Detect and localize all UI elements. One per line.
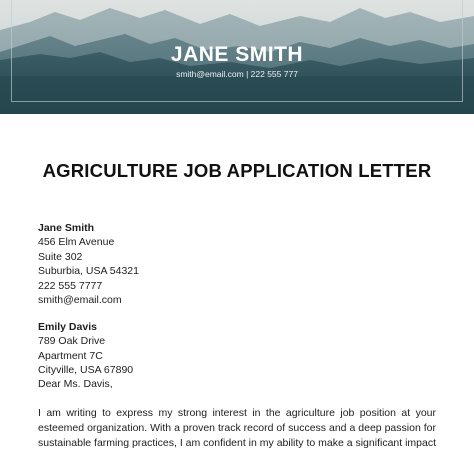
body-line: sustainable farming practices, I am confident in my ability to make a significant impact	[38, 437, 437, 449]
recipient-address-block	[38, 320, 133, 378]
sender-city: Suburbia, USA 54321	[38, 265, 139, 278]
recipient-name: Emily Davis	[38, 321, 97, 333]
header-banner	[0, 0, 474, 114]
sender-name: Jane Smith	[38, 222, 95, 234]
sender-suite: Suite 302	[38, 250, 83, 263]
salutation: Dear Ms. Davis,	[38, 378, 113, 390]
body-paragraph	[38, 406, 436, 451]
recipient-city: Cityville, USA 67890	[38, 364, 134, 377]
letter-title: AGRICULTURE JOB APPLICATION LETTER	[42, 160, 432, 181]
body-line: esteemed organization. With a proven track record of success and a deep passion for	[38, 422, 436, 434]
sender-street: 456 Elm Avenue	[38, 236, 115, 249]
sender-address-block	[38, 221, 139, 307]
recipient-apartment: Apartment 7C	[38, 349, 103, 362]
sender-phone: 222 555 7777	[38, 279, 103, 292]
header-contact: smith@email.com | 222 555 777	[176, 69, 298, 79]
header-name: JANE SMITH	[170, 43, 304, 66]
sender-email: smith@email.com	[38, 294, 122, 307]
recipient-street: 789 Oak Drive	[38, 335, 106, 348]
body-line: I am writing to express my strong interest in the agriculture job position at your	[38, 407, 436, 419]
